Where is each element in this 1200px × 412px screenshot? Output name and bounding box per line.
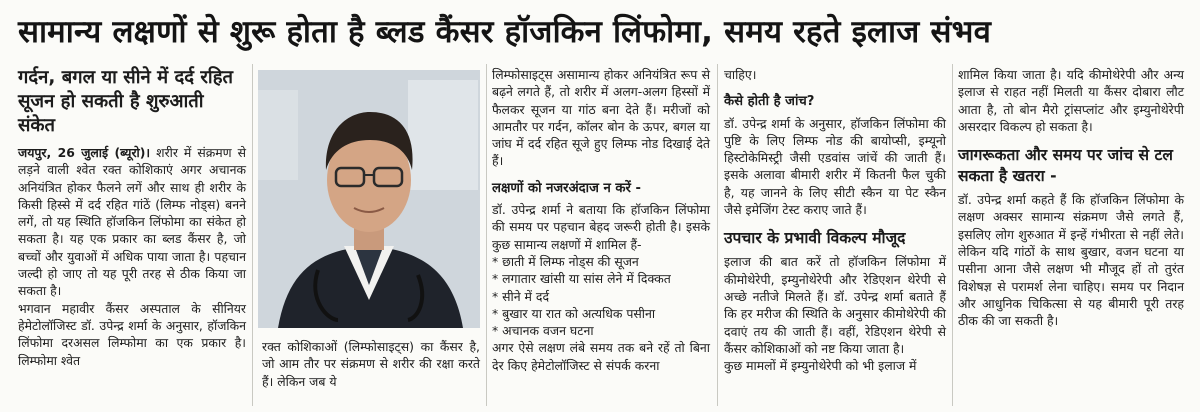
article-column-5 <box>958 66 1184 330</box>
paragraph: भगवान महावीर कैंसर अस्पताल के सीनियर हेमेटोलॉजिस्ट डॉ. उपेन्द्र शर्मा के अनुसार, हॉजकिन लिंफोमा दरअसल लिम्फोमा का एक प्रकार है। लिम्फोमा श्वेत <box>18 300 246 368</box>
paragraph: डॉ. उपेन्द्र शर्मा कहते हैं कि हॉजकिन लिंफोमा के लक्षण अक्सर सामान्य संक्रमण जैसे लगते हैं, इसलिए लोग शुरुआत में इन्हें गंभीरता से नहीं लेते। लेकिन यदि गांठों के साथ बुखार, वजन घटना या पसीना आना जैसे लक्षण भी मौजूद हों तो तुरंत विशेषज्ञ से परामर्श लेना चाहिए। समय पर निदान और आधुनिक चिकित्सा से यह बीमारी पूरी तरह ठीक की जा सकती है। <box>958 192 1184 329</box>
lead-paragraph <box>18 144 246 300</box>
headline: सामान्य लक्षणों से शुरू होता है ब्लड कैंसर हॉजकिन लिंफोमा, समय रहते इलाज संभव <box>18 14 992 50</box>
list-item: * लगातार खांसी या सांस लेने में दिक्कत <box>492 271 671 287</box>
section-heading-awareness: जागरूकता और समय पर जांच से टल सकता है खतरा - <box>958 146 1173 186</box>
dateline: जयपुर, 26 जुलाई (ब्यूरो)। <box>18 145 151 160</box>
article-column-4 <box>724 66 946 374</box>
doctor-portrait-image <box>258 70 480 328</box>
section-heading-diagnosis: कैसे होती है जांच? <box>724 94 815 110</box>
lead-paragraph-text: शरीर में संक्रमण से लड़ने वाली श्वेत रक्त कोशिकाएं अगर अचानक अनियंत्रित होकर फैलने लगें और साथ ही शरीर के किसी हिस्से में दर्द रहित गांठें (लिम्फ नोड्स) बनने लगें, तो यह स्थिति हॉजकिन लिंफोमा का संकेत हो सकता है। यह एक प्रकार का ब्लड कैंसर है, जो बच्चों और युवाओं में अधिक पाया जाता है। पहचान जल्दी हो जाए तो यह पूरी तरह से ठीक किया जा सकता है। <box>18 145 246 299</box>
paragraph: चाहिए। <box>724 67 757 82</box>
column-divider <box>252 64 253 406</box>
list-item: * सीने में दर्द <box>492 288 550 304</box>
subheadline: गर्दन, बगल या सीने में दर्द रहित सूजन हो सकती है शुरुआती संकेत <box>18 67 233 136</box>
column-divider <box>486 64 487 406</box>
list-item: * अचानक वजन घटना <box>492 323 594 339</box>
column-divider <box>717 64 718 406</box>
paragraph: लिम्फोसाइट्स असामान्य होकर अनियंत्रित रूप से बढ़ने लगते हैं, तो शरीर में अलग-अलग हिस्सों में फैलकर सूजन या गांठ बना देते हैं। मरीजों को आमतौर पर गर्दन, कॉलर बोन के ऊपर, बगल या जांघ में दर्द रहित सूजे हुए लिम्फ नोड दिखाई देते हैं। <box>492 67 710 169</box>
article-column-3 <box>492 66 710 374</box>
paragraph: इलाज की बात करें तो हॉजकिन लिंफोमा में कीमोथेरेपी, इम्युनोथेरेपी और रेडिएशन थेरेपी से अच्छे नतीजे मिलते हैं। डॉ. उपेन्द्र शर्मा बताते हैं कि हर मरीज की स्थिति के अनुसार कीमोथेरेपी की दवाएं तय की जाती हैं। वहीं, रेडिएशन थेरेपी से कैंसर कोशिकाओं को नष्ट किया जाता है। <box>724 254 946 356</box>
paragraph: डॉ. उपेन्द्र शर्मा के अनुसार, हॉजकिन लिंफोमा की पुष्टि के लिए लिम्फ नोड की बायोप्सी, इम्यूनो हिस्टोकेमिस्ट्री जैसी एडवांस जांचें की जाती हैं। इसके अलावा बीमारी शरीर में कितनी फैल चुकी है, यह जानने के लिए सीटी स्कैन या पेट स्कैन जैसे इमेजिंग टेस्ट कराए जाते हैं। <box>724 115 946 218</box>
paragraph: कुछ मामलों में इम्युनोथेरेपी को भी इलाज में <box>724 358 917 374</box>
list-item: * बुखार या रात को अत्यधिक पसीना <box>492 305 656 321</box>
paragraph: डॉ. उपेन्द्र शर्मा ने बताया कि हॉजकिन लिंफोमा की समय पर पहचान बेहद जरूरी होती है। इसके कुछ सामान्य लक्षणों में शामिल हैं- <box>492 202 710 252</box>
photo-adjacent-text: रक्त कोशिकाओं (लिम्फोसाइट्स) का कैंसर है, जो आम तौर पर संक्रमण से शरीर की रक्षा करते हैं। लेकिन जब ये <box>262 339 480 389</box>
symptom-list <box>492 253 710 339</box>
section-heading-treatment: उपचार के प्रभावी विकल्प मौजूद <box>724 229 906 248</box>
list-item: * छाती में लिम्फ नोड्स की सूजन <box>492 253 639 269</box>
section-heading-symptoms: लक्षणों को नजरअंदाज न करें - <box>492 180 641 196</box>
article-column-1 <box>18 66 246 369</box>
paragraph: अगर ऐसे लक्षण लंबे समय तक बने रहें तो बिना देर किए हेमेटोलॉजिस्ट से संपर्क करना <box>492 340 710 373</box>
column-divider <box>952 64 953 406</box>
paragraph: शामिल किया जाता है। यदि कीमोथेरेपी और अन्य इलाज से राहत नहीं मिलती या कैंसर दोबारा लौट आता है, तो बोन मैरो ट्रांसप्लांट और इम्युनोथेरेपी असरदार विकल्प हो सकता है। <box>958 67 1184 134</box>
doctor-photo <box>258 70 480 328</box>
